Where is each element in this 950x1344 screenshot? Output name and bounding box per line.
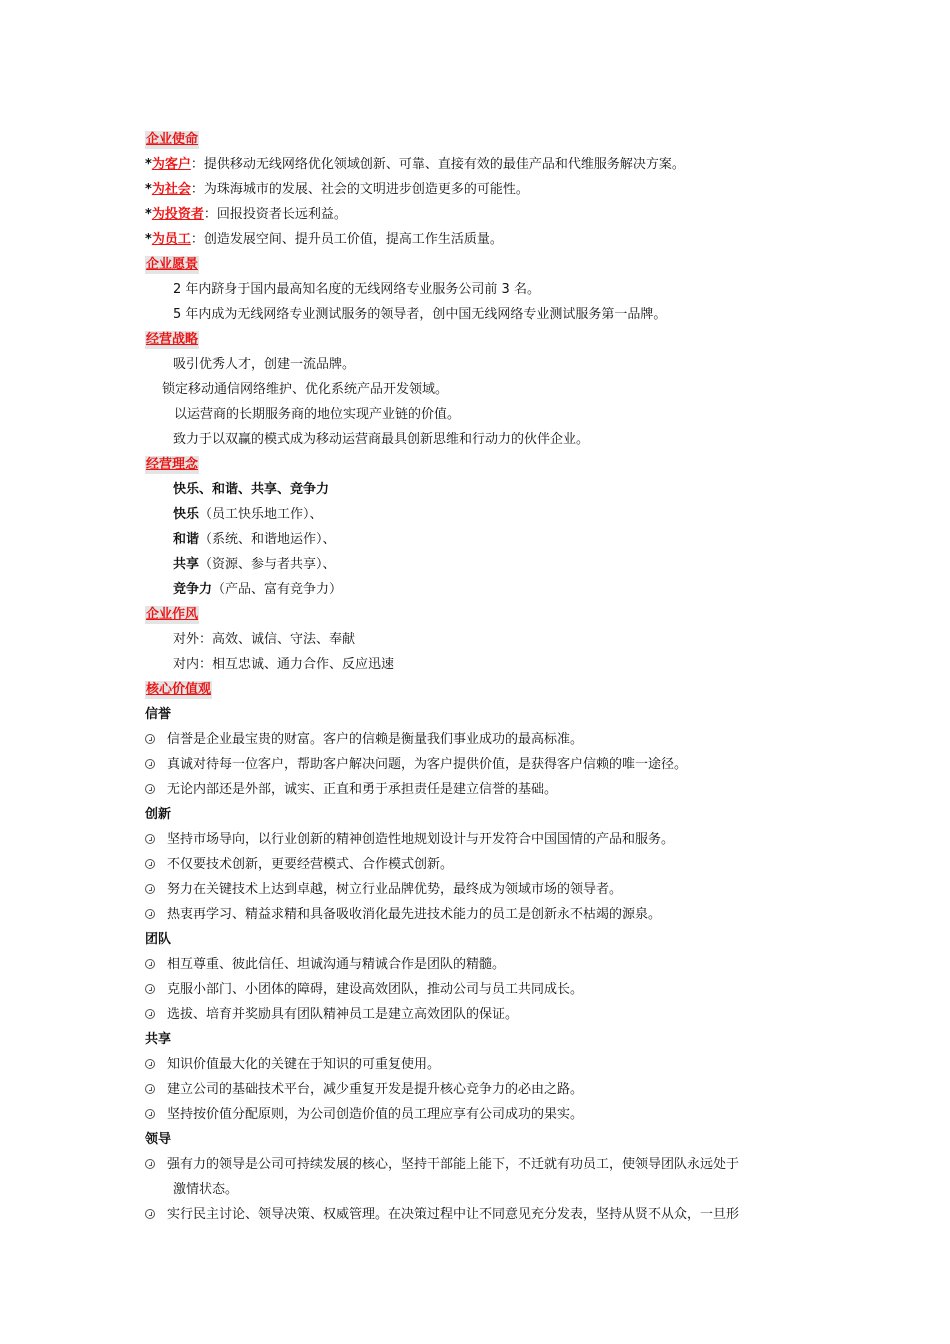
clock-bullet-icon [145,1109,155,1119]
value-item: 真诚对待每一位客户，帮助客户解决问题，为客户提供价值，是获得客户信赖的唯一途径。 [145,752,815,777]
heading-label: 核心价值观 [146,682,212,697]
value-group-title: 领导 [145,1132,172,1147]
mission-item: *为客户：提供移动无线网络优化领域创新、可靠、直接有效的最佳产品和代维服务解决方案。 [145,157,685,172]
vision-line: 2 年内跻身于国内最高知名度的无线网络专业服务公司前 3 名。 [173,282,540,297]
philosophy-item: 共享（资源、参与者共享）、 [173,557,336,572]
value-item: 选拔、培育并奖励具有团队精神员工是建立高效团队的保证。 [145,1002,815,1027]
clock-bullet-icon [145,1059,155,1069]
clock-bullet-icon [145,1159,155,1169]
clock-bullet-icon [145,1084,155,1094]
clock-bullet-icon [145,909,155,919]
value-item: 实行民主讨论、领导决策、权威管理。在决策过程中让不同意见充分发表，坚持从贤不从众，一旦形 [145,1202,815,1227]
heading-label: 经营战略 [146,332,199,347]
value-item: 不仅要技术创新，更要经营模式、合作模式创新。 [145,852,815,877]
clock-bullet-icon [145,1209,155,1219]
section-heading-mission [145,127,815,152]
strategy-line: 致力于以双赢的模式成为移动运营商最具创新思维和行动力的伙伴企业。 [173,432,590,447]
clock-bullet-icon [145,884,155,894]
mission-item: *为员工：创造发展空间、提升员工价值，提高工作生活质量。 [145,232,503,247]
section-heading-style [145,602,815,627]
clock-bullet-icon [145,959,155,969]
strategy-line: 以运营商的长期服务商的地位实现产业链的价值。 [174,407,461,422]
style-line: 对内：相互忠诚、通力合作、反应迅速 [173,657,395,672]
section-heading-vision [145,252,815,277]
value-group-title: 共享 [145,1032,172,1047]
vision-line: 5 年内成为无线网络专业测试服务的领导者，创中国无线网络专业测试服务第一品牌。 [173,307,667,322]
philosophy-title: 快乐、和谐、共享、竞争力 [173,482,330,497]
clock-bullet-icon [145,734,155,744]
section-heading-philosophy [145,452,815,477]
value-item: 建立公司的基础技术平台，减少重复开发是提升核心竞争力的必由之路。 [145,1077,815,1102]
value-item: 热衷再学习、精益求精和具备吸收消化最先进技术能力的员工是创新永不枯竭的源泉。 [145,902,815,927]
mission-item: *为投资者：回报投资者长远利益。 [145,207,347,222]
value-item: 克服小部门、小团体的障碍，建设高效团队，推动公司与员工共同成长。 [145,977,815,1002]
philosophy-item: 竞争力（产品、富有竞争力） [173,582,343,597]
value-item: 坚持市场导向，以行业创新的精神创造性地规划设计与开发符合中国国情的产品和服务。 [145,827,815,852]
value-group-title: 团队 [145,932,172,947]
heading-label: 企业作风 [146,607,199,622]
value-item-continuation: 激情状态。 [173,1182,239,1197]
value-item: 无论内部还是外部，诚实、正直和勇于承担责任是建立信誉的基础。 [145,777,815,802]
value-item: 强有力的领导是公司可持续发展的核心，坚持干部能上能下，不迁就有功员工，使领导团队永远处于 [145,1152,815,1177]
value-item: 相互尊重、彼此信任、坦诚沟通与精诚合作是团队的精髓。 [145,952,815,977]
value-group-title: 信誉 [145,707,172,722]
clock-bullet-icon [145,834,155,844]
clock-bullet-icon [145,984,155,994]
heading-label: 企业愿景 [146,257,199,272]
heading-label: 企业使命 [146,132,199,147]
clock-bullet-icon [145,759,155,769]
section-heading-strategy [145,327,815,352]
clock-bullet-icon [145,859,155,869]
section-heading-values [145,677,815,702]
value-item: 知识价值最大化的关键在于知识的可重复使用。 [145,1052,815,1077]
philosophy-item: 和谐（系统、和谐地运作）、 [173,532,336,547]
document-body [145,127,815,1227]
value-item: 信誉是企业最宝贵的财富。客户的信赖是衡量我们事业成功的最高标准。 [145,727,815,752]
clock-bullet-icon [145,1009,155,1019]
strategy-line: 锁定移动通信网络维护、优化系统产品开发领域。 [162,382,449,397]
clock-bullet-icon [145,784,155,794]
value-item: 坚持按价值分配原则，为公司创造价值的员工理应享有公司成功的果实。 [145,1102,815,1127]
strategy-line: 吸引优秀人才，创建一流品牌。 [173,357,356,372]
heading-label: 经营理念 [146,457,199,472]
value-group-title: 创新 [145,807,172,822]
mission-item: *为社会：为珠海城市的发展、社会的文明进步创造更多的可能性。 [145,182,529,197]
value-item: 努力在关键技术上达到卓越，树立行业品牌优势，最终成为领域市场的领导者。 [145,877,815,902]
philosophy-item: 快乐（员工快乐地工作）、 [173,507,323,522]
style-line: 对外：高效、诚信、守法、奉献 [173,632,356,647]
